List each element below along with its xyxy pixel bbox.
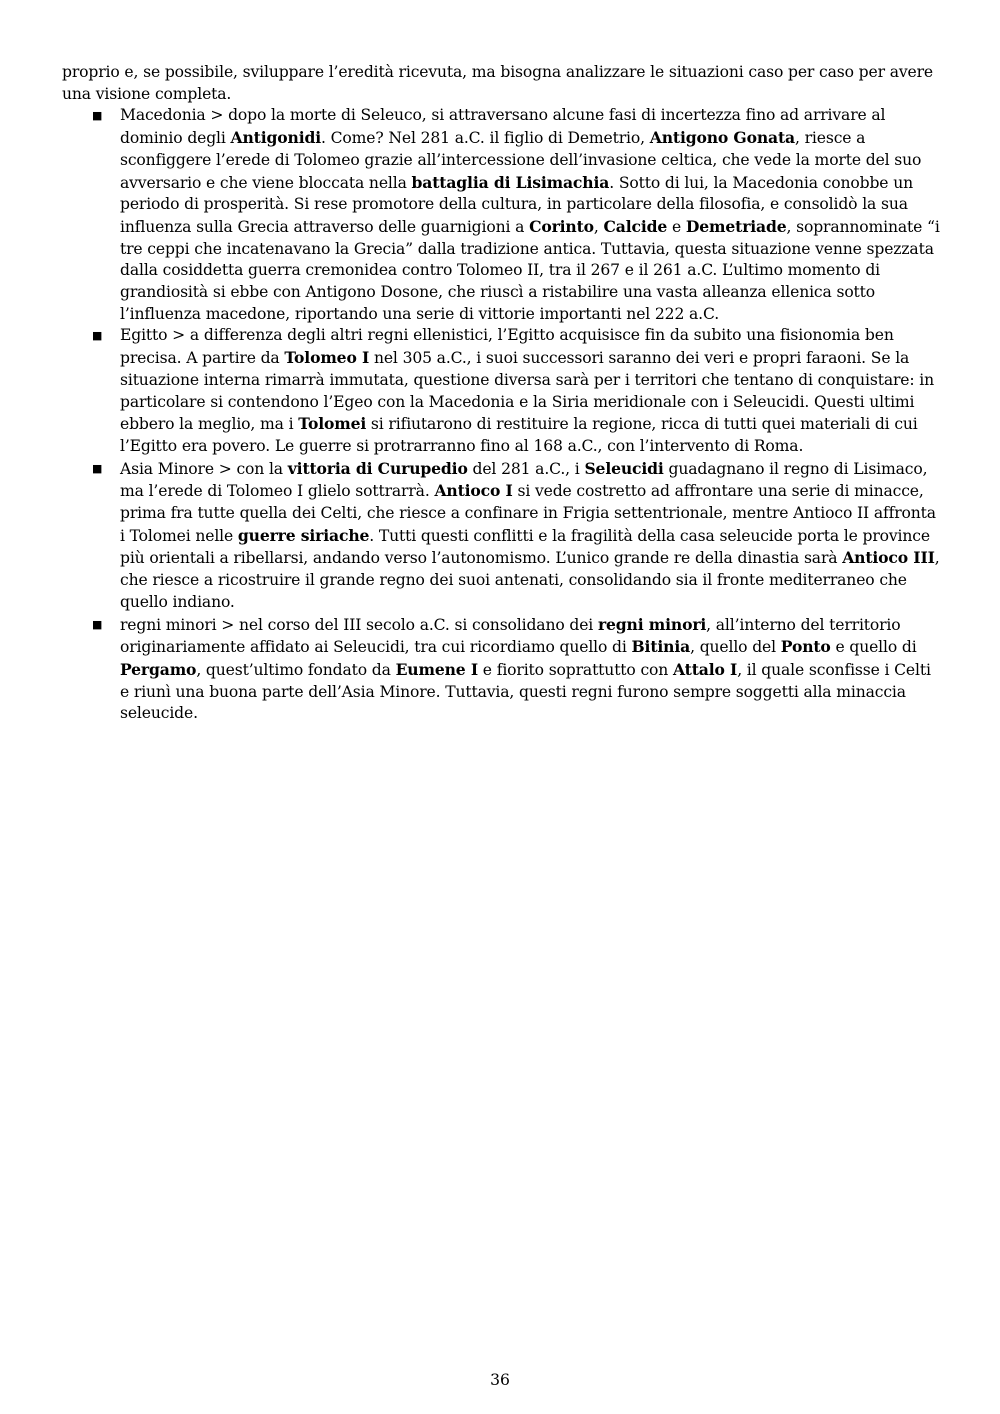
square-bullet-icon: ■ [92,109,103,123]
bold-term: Tolomei [298,414,367,434]
bold-term: Calcide [603,216,668,236]
bold-term: battaglia di Lisimachia [411,172,610,192]
text-segment: , all’interno del territorio originariamente affidato ai Seleucidi, tra cui ricordiamo quello di [120,615,901,657]
intro-paragraph: proprio e, se possibile, sviluppare l’eredità ricevuta, ma bisogna analizzare le situazioni caso per caso per avere una visione completa. [62,63,933,103]
text-segment: . Tutti questi conflitti e la fragilità della casa seleucide porta le province più orientali a ribellarsi, andando verso l’autonomismo. L’unico grande re della dinastia sarà [120,526,930,568]
text-segment: , che riesce a ricostruire il grande regno dei suoi antenati, consolidando sia il fronte mediterraneo che quello indiano. [120,549,940,611]
text-segment: , quest’ultimo fondato da [196,660,396,679]
bold-term: Corinto [529,216,594,236]
list-item-text [120,326,934,455]
text-segment: Macedonia > dopo la morte di Seleuco, si attraversano alcune fasi di incertezza fino ad arrivare al dominio degli [120,106,886,148]
text-segment: e [667,217,686,236]
text-segment: guadagnano il regno di Lisimaco, ma l’erede di Tolomeo I glielo sottrarrà. [120,459,928,501]
list-item-regni-minori [92,614,942,726]
text-segment: e quello di [830,638,917,657]
text-segment: del 281 a.C., i [467,459,585,478]
text-segment: , soprannominate “i tre ceppi che incatenavano la Grecia” dalla tradizione antica. Tuttavia, questa situazione venne spezzata dalla cosiddetta guerra cremonidea contro Tolomeo II, tra il 267 e il 261 a.C. L’ultimo momento di grandiosità si ebbe con Antigono Dosone, che riuscì a ristabilire una vasta alleanza ellenica sotto l’influenza macedone, riportando una serie di vittorie importanti nel 222 a.C. [120,217,940,323]
list-item-egitto [92,325,942,457]
text-segment: , [593,217,604,236]
text-segment: nel 305 a.C., i suoi successori saranno dei veri e propri faraoni. Se la situazione interna rimarrà immutata, questione diversa sarà per i territori che tentano di conquistare: in particolare si contendono l’Egeo con la Macedonia e la Siria meridionale con i Seleucidi. Questi ultimi ebbero la meglio, ma i [120,349,935,434]
list-item-asia-minore [92,458,942,614]
page-number: 36 [490,1371,510,1389]
page-body [62,62,942,725]
bold-term: Eumene I [395,659,478,679]
text-segment: e fiorito soprattutto con [478,660,673,679]
text-segment: si rifiutarono di restituire la regione, ricca di tutti quei materiali di cui l’Egitto era povero. Le guerre si protrarranno fino al 168 a.C., con l’intervento di Roma. [120,415,918,455]
bold-term: Attalo I [673,659,738,679]
bold-term: Antioco I [434,481,513,501]
list-item-text [120,616,931,723]
bold-term: regni minori [597,614,707,634]
text-segment: regni minori > nel corso del III secolo a.C. si consolidano dei [120,615,598,634]
list-item-macedonia [92,105,942,325]
square-bullet-icon: ■ [92,461,103,475]
text-segment: , il quale sconfisse i Celti e riunì una buona parte dell’Asia Minore. Tuttavia, questi regni furono sempre soggetti alla minaccia seleucide. [120,660,931,723]
list-item-text [120,106,940,322]
bold-term: vittoria di Curupedio [287,458,468,478]
bold-term: Antigonidi [230,128,322,148]
text-segment: Egitto > a differenza degli altri regni ellenistici, l’Egitto acquisisce fin da subito una fisionomia ben precisa. A partire da [120,326,894,368]
text-segment: si vede costretto ad affrontare una serie di minacce, prima fra tutte quella dei Celti, che riesce a confinare in Frigia settentrionale, mentre Antioco II affronta i Tolomei nelle [120,482,936,545]
square-bullet-icon: ■ [92,329,103,343]
bullet-list [62,105,942,725]
bold-term: Antioco III [842,548,935,568]
bold-term: guerre siriache [237,525,370,545]
bold-term: Bitinia [631,637,691,657]
text-segment: Asia Minore > con la [120,459,288,478]
bold-term: Pergamo [120,659,197,679]
text-segment: . Sotto di lui, la Macedonia conobbe un periodo di prosperità. Si rese promotore della cultura, in particolare della filosofia, e consolidò la sua influenza sulla Grecia attraverso delle guarnigioni a [120,173,913,236]
square-bullet-icon: ■ [92,617,103,631]
bold-term: Tolomeo I [284,348,370,368]
bold-term: Ponto [780,637,831,657]
bold-term: Demetriade [685,216,787,236]
text-segment: , quello del [690,638,781,657]
list-item-text [120,460,940,611]
bold-term: Antigono Gonata [649,128,796,148]
bold-term: Seleucidi [584,458,664,478]
text-segment: , riesce a sconfiggere l’erede di Tolomeo grazie all’intercessione dell’invasione celtica, che vede la morte del suo avversario e che viene bloccata nella [120,129,922,192]
text-segment: . Come? Nel 281 a.C. il figlio di Demetrio, [321,129,650,148]
